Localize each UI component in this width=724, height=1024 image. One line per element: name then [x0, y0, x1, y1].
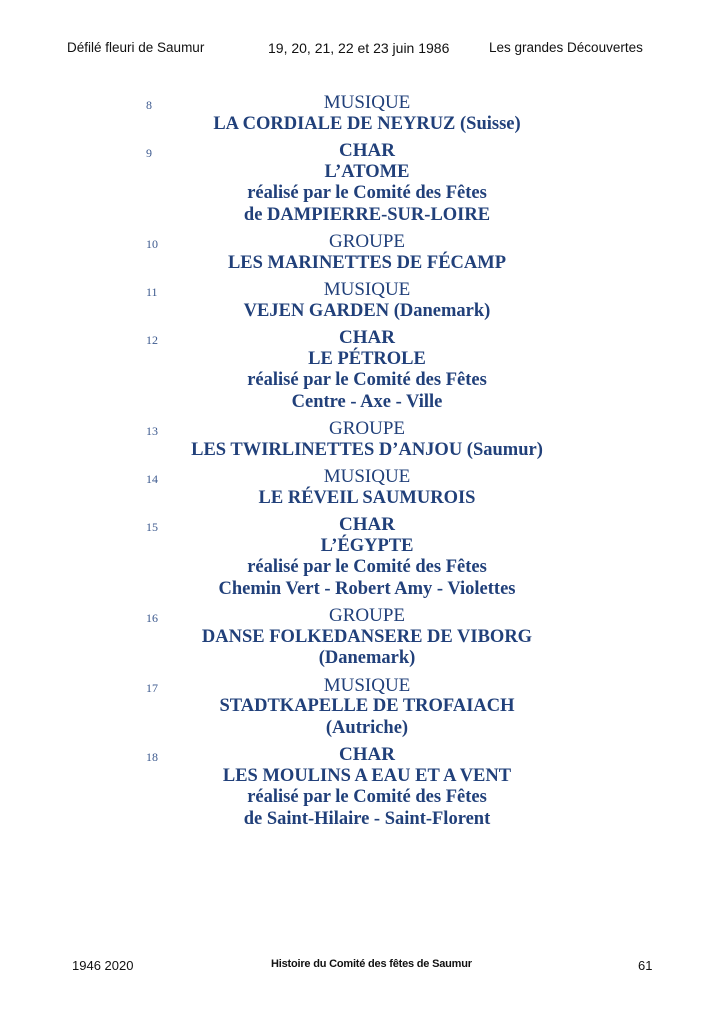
header-right-title: Les grandes Découvertes	[489, 40, 643, 55]
entry-number: 15	[146, 520, 158, 534]
page-number: 61	[638, 958, 653, 973]
page-footer	[0, 958, 724, 978]
entry-number: 17	[146, 680, 158, 695]
entry-line: réalisé par le Comité des Fêtes	[247, 183, 487, 203]
parade-entry	[0, 279, 724, 322]
entry-text-block	[140, 605, 594, 670]
entry-line: Chemin Vert - Robert Amy - Violettes	[218, 578, 516, 599]
entry-line: LE PÉTROLE	[308, 348, 426, 369]
parade-entry	[0, 231, 724, 274]
entry-line: LA CORDIALE DE NEYRUZ (Suisse)	[213, 113, 521, 134]
parade-entry	[0, 92, 724, 135]
entry-number: 13	[146, 424, 158, 438]
footer-book-title: Histoire du Comité des fêtes de Saumur	[271, 958, 472, 970]
parade-entry	[0, 605, 724, 670]
entry-line: LE RÉVEIL SAUMUROIS	[258, 487, 476, 508]
entry-number: 9	[146, 146, 152, 160]
entry-number: 10	[146, 237, 158, 251]
entry-category: MUSIQUE	[323, 92, 411, 113]
entry-text-block	[140, 231, 594, 274]
entry-line: réalisé par le Comité des Fêtes	[247, 787, 487, 807]
entry-number: 16	[146, 611, 158, 625]
entry-line: réalisé par le Comité des Fêtes	[247, 557, 487, 577]
entry-number: 14	[146, 472, 158, 486]
parade-entry	[0, 418, 724, 461]
entry-line: Centre - Axe - Ville	[291, 391, 443, 412]
entry-number: 18	[146, 750, 158, 764]
entry-category: MUSIQUE	[323, 674, 411, 696]
parade-entry	[0, 514, 724, 600]
entry-line: réalisé par le Comité des Fêtes	[247, 370, 487, 390]
entry-text-block	[140, 514, 594, 600]
parade-entry	[0, 466, 724, 509]
entry-line: LES TWIRLINETTES D’ANJOU (Saumur)	[191, 439, 543, 460]
entry-category: GROUPE	[328, 231, 405, 252]
page-header	[0, 40, 724, 60]
entry-line: STADTKAPELLE DE TROFAIACH	[219, 696, 515, 716]
entry-text-block	[140, 418, 594, 461]
entry-text-block	[140, 744, 594, 830]
entry-number: 12	[146, 333, 158, 347]
entry-line: de DAMPIERRE-SUR-LOIRE	[243, 204, 491, 225]
entry-category: GROUPE	[328, 605, 405, 626]
entry-category: CHAR	[339, 744, 395, 765]
header-left-title: Défilé fleuri de Saumur	[67, 40, 205, 55]
entry-line: (Autriche)	[325, 717, 409, 738]
entry-line: DANSE FOLKEDANSERE DE VIBORG	[201, 626, 533, 647]
entry-category: MUSIQUE	[323, 466, 411, 487]
entry-line: L’ÉGYPTE	[320, 535, 414, 556]
entry-category: GROUPE	[328, 418, 405, 439]
entry-category: MUSIQUE	[323, 279, 411, 300]
entry-line: VEJEN GARDEN (Danemark)	[243, 300, 491, 321]
entry-text-block	[140, 140, 594, 226]
parade-entries-list	[0, 92, 724, 835]
entry-text-block	[140, 92, 594, 135]
entry-line: LES MARINETTES DE FÉCAMP	[227, 252, 507, 273]
entry-line: (Danemark)	[318, 648, 416, 668]
parade-entry	[0, 327, 724, 413]
entry-number: 11	[146, 285, 158, 299]
parade-entry	[0, 744, 724, 830]
entry-category: CHAR	[339, 514, 395, 535]
entry-text-block	[140, 279, 594, 322]
entry-category: CHAR	[339, 327, 395, 348]
entry-text-block	[140, 327, 594, 413]
entry-line: LES MOULINS A EAU ET A VENT	[222, 765, 512, 786]
entry-category: CHAR	[339, 140, 395, 161]
entry-number: 8	[146, 98, 152, 112]
entry-line: L’ATOME	[324, 161, 410, 182]
header-dates: 19, 20, 21, 22 et 23 juin 1986	[268, 40, 450, 56]
footer-years: 1946 2020	[72, 958, 134, 973]
entry-text-block	[140, 466, 594, 509]
entry-text-block	[140, 675, 594, 740]
parade-entry	[0, 675, 724, 740]
entry-line: de Saint-Hilaire - Saint-Florent	[243, 808, 491, 829]
parade-entry	[0, 140, 724, 226]
